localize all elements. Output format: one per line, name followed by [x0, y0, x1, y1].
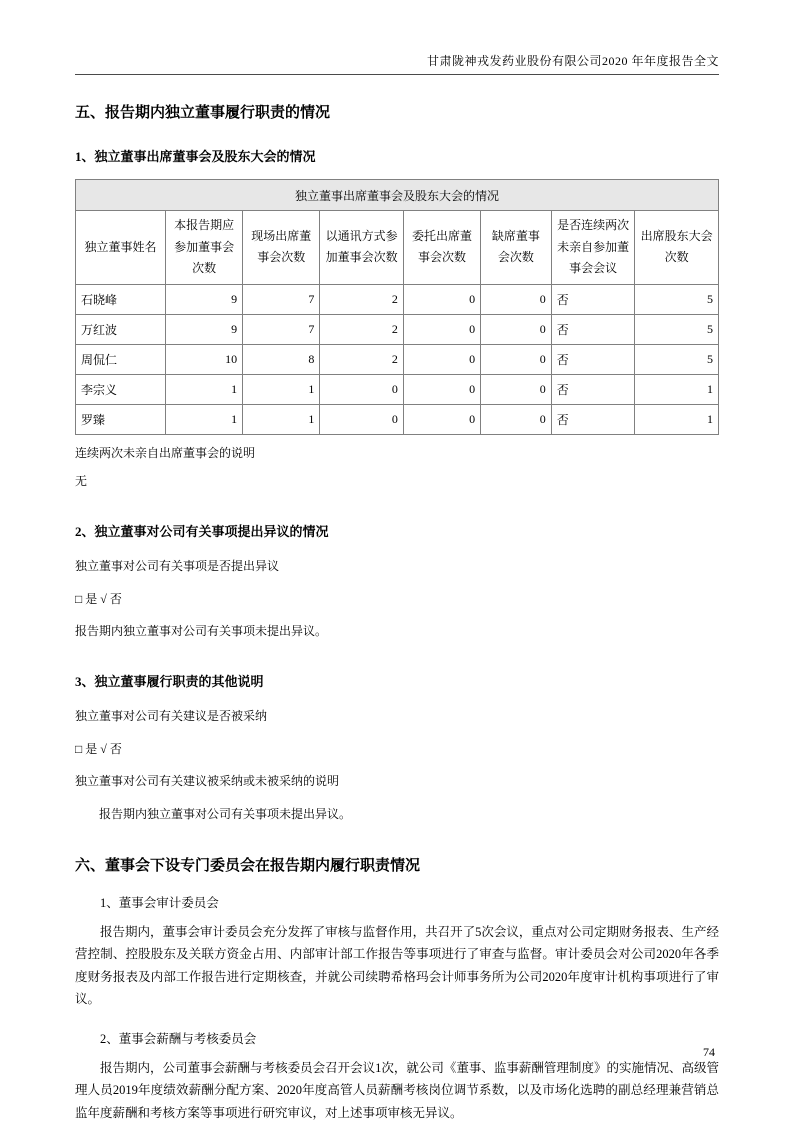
section-5-item-2-heading: 2、独立董事对公司有关事项提出异议的情况 — [75, 524, 329, 540]
cell: 1 — [243, 404, 320, 434]
column-header: 独立董事姓名 — [76, 211, 166, 285]
cell-director-name: 罗臻 — [76, 404, 166, 434]
table-row — [76, 374, 719, 404]
table-header-row — [76, 211, 719, 285]
section-6-heading: 六、董事会下设专门委员会在报告期内履行职责情况 — [75, 857, 421, 874]
item-3-question: 独立董事对公司有关建议是否被采纳 — [75, 709, 268, 724]
table-row — [76, 314, 719, 344]
item-2-checkbox-answer: □ 是 √ 否 — [75, 591, 122, 606]
item-2-statement: 报告期内独立董事对公司有关事项未提出异议。 — [75, 623, 328, 638]
table-title: 独立董事出席董事会及股东大会的情况 — [76, 180, 719, 211]
cell: 0 — [481, 374, 552, 404]
cell: 否 — [551, 344, 635, 374]
cell: 否 — [551, 314, 635, 344]
cell: 1 — [243, 374, 320, 404]
table-row — [76, 344, 719, 374]
table-row — [76, 284, 719, 314]
section-5-item-3-heading: 3、独立董事履行职责的其他说明 — [75, 674, 264, 690]
cell: 2 — [320, 344, 404, 374]
cell: 2 — [320, 314, 404, 344]
cell: 5 — [635, 344, 719, 374]
column-header: 缺席董事会次数 — [481, 211, 552, 285]
section-6-sub-2-heading: 2、董事会薪酬与考核委员会 — [100, 1031, 257, 1046]
independent-directors-attendance-table — [75, 179, 719, 435]
cell: 否 — [551, 374, 635, 404]
note-label: 连续两次未亲自出席董事会的说明 — [75, 445, 256, 460]
cell: 8 — [243, 344, 320, 374]
cell: 0 — [320, 374, 404, 404]
item-2-question: 独立董事对公司有关事项是否提出异议 — [75, 559, 280, 574]
item-3-note-label: 独立董事对公司有关建议被采纳或未被采纳的说明 — [75, 774, 340, 789]
cell: 0 — [403, 284, 480, 314]
audit-committee-paragraph: 报告期内，董事会审计委员会充分发挥了审核与监督作用，共召开了5次会议，重点对公司定期财务报表、生产经营控制、控股股东及关联方资金占用、内部审计部工作报告等事项进行了审查与监督。审计委员会对公司2020年各季度财务报表及内部工作报告进行定期核查，并就公司续聘希格玛会计师事务所为公司2020年度审计机构事项进行了审议。 — [75, 924, 719, 1007]
page-number: 74 — [703, 1045, 715, 1059]
column-header: 现场出席董事会次数 — [243, 211, 320, 285]
cell-director-name: 万红波 — [76, 314, 166, 344]
cell: 2 — [320, 284, 404, 314]
column-header: 是否连续两次未亲自参加董事会会议 — [551, 211, 635, 285]
cell: 0 — [320, 404, 404, 434]
column-header: 委托出席董事会次数 — [403, 211, 480, 285]
remuneration-committee-paragraph: 报告期内，公司董事会薪酬与考核委员会召开会议1次，就公司《董事、监事薪酬管理制度》的实施情况、高级管理人员2019年度绩效薪酬分配方案、2020年度高管人员薪酬考核岗位调节系数，以及市场化选聘的副总经理兼营销总监年度薪酬和考核方案等事项进行研究审议，对上述事项审核无异议。 — [75, 1060, 719, 1120]
table-title-row — [76, 180, 719, 211]
cell: 否 — [551, 284, 635, 314]
section-5-heading: 五、报告期内独立董事履行职责的情况 — [75, 105, 331, 121]
cell: 否 — [551, 404, 635, 434]
column-header: 以通讯方式参加董事会次数 — [320, 211, 404, 285]
cell: 0 — [481, 284, 552, 314]
cell: 7 — [243, 314, 320, 344]
cell: 10 — [166, 344, 243, 374]
cell: 7 — [243, 284, 320, 314]
column-header: 出席股东大会次数 — [635, 211, 719, 285]
column-header: 本报告期应参加董事会次数 — [166, 211, 243, 285]
cell: 0 — [481, 314, 552, 344]
cell-director-name: 石晓峰 — [76, 284, 166, 314]
section-5-item-1-heading: 1、独立董事出席董事会及股东大会的情况 — [75, 149, 316, 164]
cell: 0 — [481, 404, 552, 434]
cell: 1 — [635, 404, 719, 434]
cell: 0 — [481, 344, 552, 374]
cell: 0 — [403, 314, 480, 344]
cell-director-name: 周侃仁 — [76, 344, 166, 374]
cell-director-name: 李宗义 — [76, 374, 166, 404]
cell: 9 — [166, 314, 243, 344]
cell: 9 — [166, 284, 243, 314]
cell: 1 — [635, 374, 719, 404]
cell: 0 — [403, 404, 480, 434]
item-3-checkbox-answer: □ 是 √ 否 — [75, 741, 122, 756]
cell: 0 — [403, 344, 480, 374]
cell: 0 — [403, 374, 480, 404]
cell: 5 — [635, 284, 719, 314]
cell: 1 — [166, 374, 243, 404]
table-row — [76, 404, 719, 434]
cell: 1 — [166, 404, 243, 434]
item-3-statement: 报告期内独立董事对公司有关事项未提出异议。 — [99, 806, 352, 821]
note-value: 无 — [75, 473, 88, 488]
cell: 5 — [635, 314, 719, 344]
section-6-sub-1-heading: 1、董事会审计委员会 — [100, 895, 219, 910]
report-header-title: 甘肃陇神戎发药业股份有限公司2020 年年度报告全文 — [75, 52, 719, 75]
